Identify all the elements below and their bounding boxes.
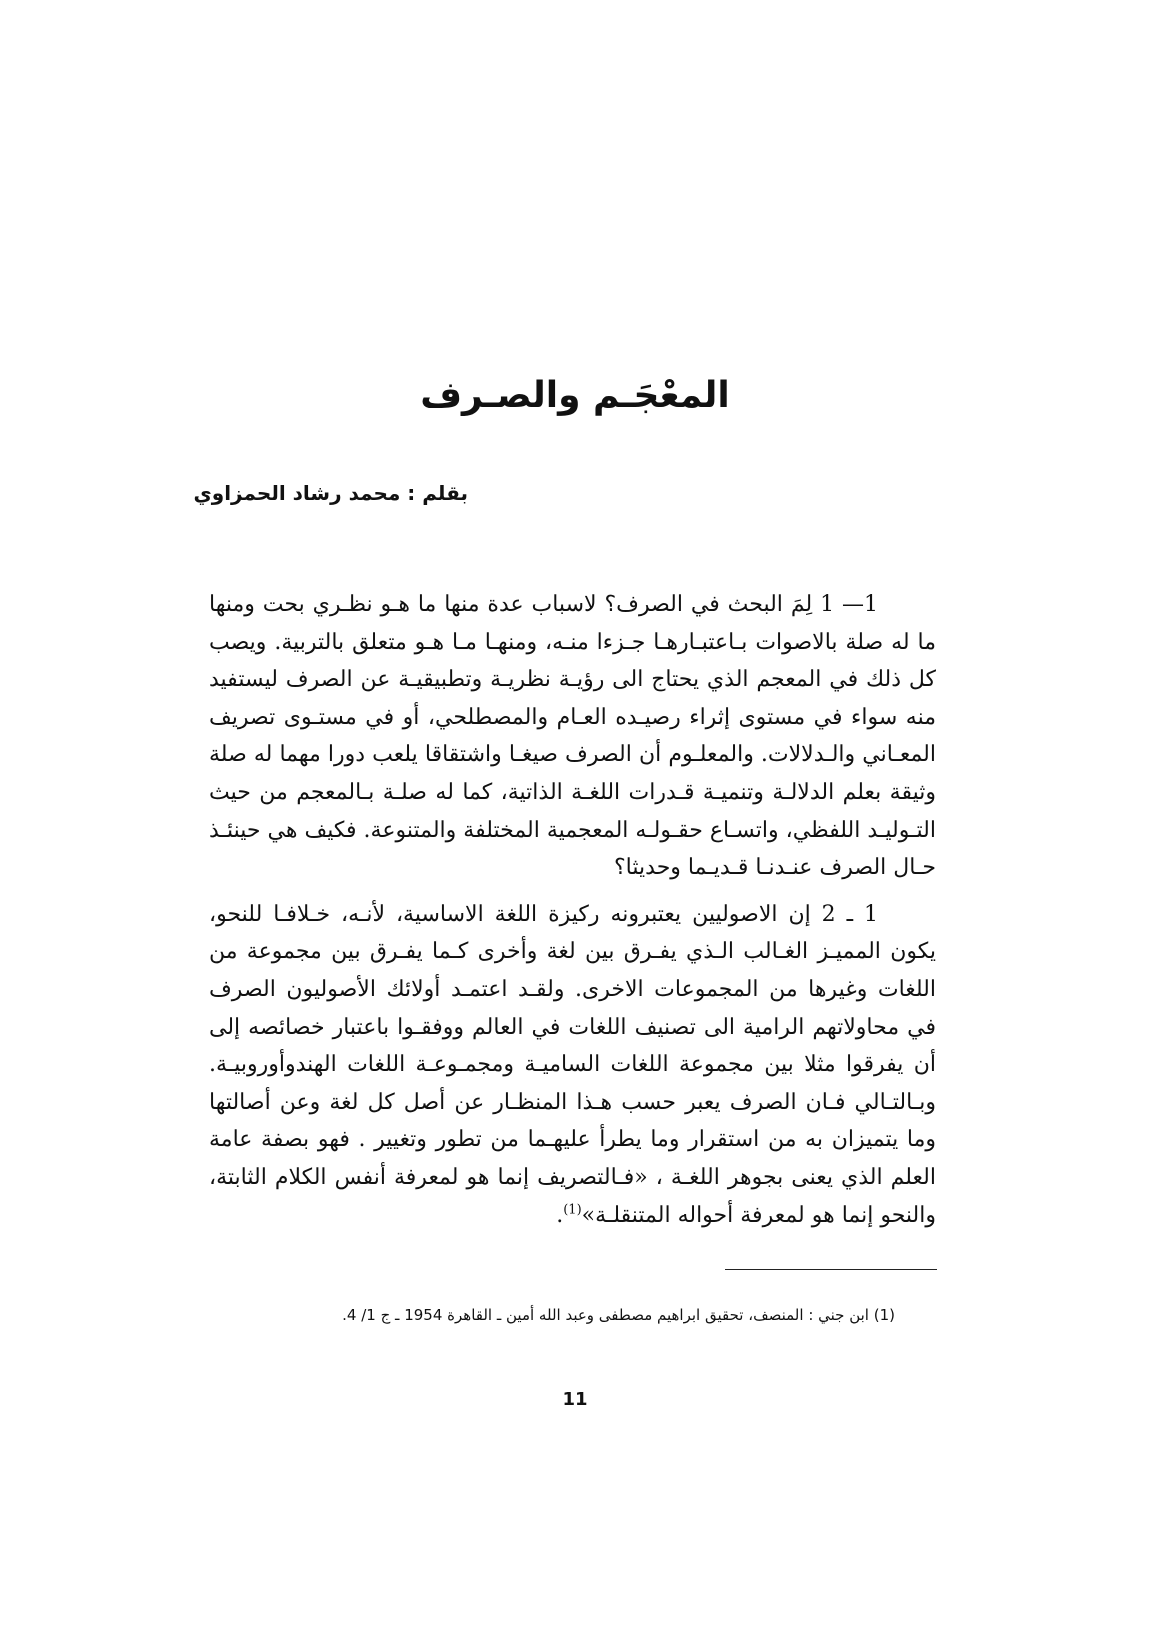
footnote-divider	[725, 1269, 937, 1270]
footnote-reference: (1)	[563, 1202, 582, 1218]
paragraph-1-2-text: 1 ـ 2 إن الاصوليين يعتبرونه ركيزة اللغة الاساسية، لأنـه، خـلافـا للنحو، يكون المميـز الغـالب الـذي يفـرق بين لغة وأخرى كـما يفـرق بين مجموعة من اللغات وغيرها من المجموعات الاخرى. ولقـد اعتمـد أولائك الأصوليون الصرف في محاولاتهم الرامية الى تصنيف اللغات في العالم ووفقـوا باعتبار خصائصه إلى أن يفرقوا مثلا بين مجموعة اللغات الساميـة ومجمـوعـة اللغات الهندوأوروبيـة. وبـالتـالي فـان الصرف يعبر حسب هـذا المنظـار عن أصل كل لغة وعن أصالتها وما يتميزان به من استقرار وما يطرأ عليهـما من تطور وتغيير . فهو بصفة عامة العلم الذي يعنى بجوهر اللغـة ، «فـالتصريف إنما هو لمعرفة أنفس الكلام الثابتة، والنحو إنما هو لمعرفة أحواله المتنقلـة»	[209, 901, 936, 1228]
paragraph-1-1-text: 1— 1 لِمَ البحث في الصرف؟ لاسباب عدة منها ما هـو نظـري بحت ومنها ما له صلة بالاصوات بـاعتبـارهـا جـزءا منـه، ومنهـا مـا هـو متعلق بالتربية. ويصب كل ذلك في المعجم الذي يحتاج الى رؤيـة نظريـة وتطبيقيـة عن الصرف ليستفيد منه سواء في مستوى إثراء رصيـده العـام والمصطلحي، أو في مستـوى تصريف المعـاني والـدلالات. والمعلـوم أن الصرف صيغـا واشتقاقا يلعب دورا مهما له صلة وثيقة بعلم الدلالـة وتنميـة قـدرات اللغـة الذاتية، كما له صلـة بـالمعجم من حيث التـوليـد اللفظي، واتسـاع حقـولـه المعجمية المختلفة والمتنوعة. فكيف هي حينئـذ حـال الصرف عنـدنـا قـديـما وحديثا؟	[209, 592, 936, 881]
article-title: المعْجَـم والصـرف	[420, 375, 730, 417]
footnote: (1) ابن جني : المنصف، تحقيق ابراهيم مصطفى وعبد الله أمين ـ القاهرة 1954 ـ ج 1/ 4.	[342, 1306, 895, 1324]
paragraph-1-1	[209, 586, 936, 887]
paragraph-1-2: 1 ـ 2 إن الاصوليين يعتبرونه ركيزة اللغة الاساسية، لأنـه، خـلافـا للنحو، يكون المميـز الغـالب الـذي يفـرق بين لغة وأخرى كـما يفـرق بين مجموعة من اللغات وغيرها من المجموعات الاخرى. ولقـد اعتمـد أولائك الأصوليون الصرف في محاولاتهم الرامية الى تصنيف اللغات في العالم ووفقـوا باعتبار خصائصه إلى أن يفرقوا مثلا بين مجموعة اللغات الساميـة ومجمـوعـة اللغات الهندوأوروبيـة. وبـالتـالي فـان الصرف يعبر حسب هـذا المنظـار عن أصل كل لغة وعن أصالتها وما يتميزان به من استقرار وما يطرأ عليهـما من تطور وتغيير . فهو بصفة عامة العلم الذي يعنى بجوهر اللغـة ، «فـالتصريف إنما هو لمعرفة أنفس الكلام الثابتة، والنحو إنما هو لمعرفة أحواله المتنقلـة»$^{(1)}$.	[209, 901, 936, 1228]
author-byline: بقلم : محمد رشاد الحمزاوي	[193, 481, 468, 505]
article-body	[209, 586, 936, 1234]
page-number: 11	[562, 1389, 588, 1410]
